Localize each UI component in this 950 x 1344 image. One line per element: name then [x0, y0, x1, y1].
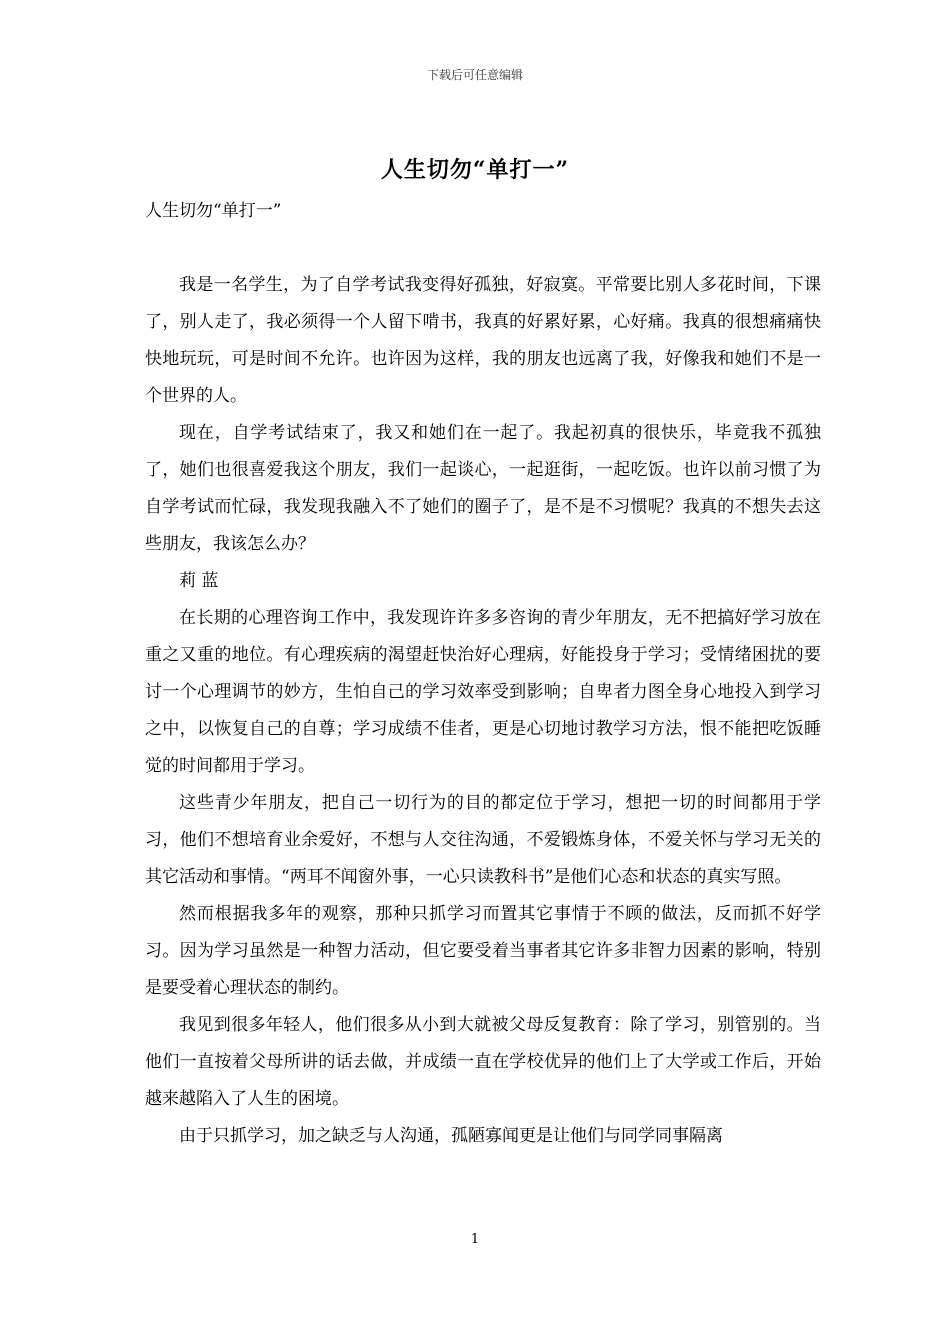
paragraph-7: 由于只抓学习，加之缺乏与人沟通，孤陋寡闻更是让他们与同学同事隔离	[179, 1126, 723, 1146]
paragraph-1: 我是一名学生，为了自学考试我变得好孤独，好寂寞。平常要比别人多花时间，下课了，别人走了，我必须得一个人留下啃书，我真的好累好累，心好痛。我真的很想痛痛快快地玩玩，可是时间不允许。也许因为这样，我的朋友也远离了我，好像我和她们不是一个世界的人。	[145, 275, 821, 406]
blank-line	[145, 230, 821, 267]
document-body	[145, 193, 821, 1155]
header-note: 下载后可任意编辑	[426, 68, 523, 82]
paragraph-3: 在长期的心理咨询工作中，我发现许许多多咨询的青少年朋友，无不把搞好学习放在重之又重的地位。有心理疾病的渴望赶快治好心理病，好能投身于学习；受情绪困扰的要讨一个心理调节的妙方，生怕自己的学习效率受到影响；自卑者力图全身心地投入到学习之中，以恢复自己的自尊；学习成绩不佳者，更是心切地讨教学习方法，恨不能把吃饭睡觉的时间都用于学习。	[145, 608, 821, 776]
paragraph-6: 我见到很多年轻人，他们很多从小到大就被父母反复教育：除了学习，别管别的。当他们一直按着父母所讲的话去做，并成绩一直在学校优异的他们上了大学或工作后，开始越来越陷入了人生的困境。	[145, 1015, 821, 1109]
page-number: 1	[470, 1232, 480, 1247]
paragraph-2: 现在，自学考试结束了，我又和她们在一起了。我起初真的很快乐，毕竟我不孤独了，她们也很喜爱我这个朋友，我们一起谈心，一起逛街，一起吃饭。也许以前习惯了为自学考试而忙碌，我发现我融入不了她们的圈子了，是不是不习惯呢？我真的不想失去这些朋友，我该怎么办？	[145, 423, 821, 554]
paragraph-5: 然而根据我多年的观察，那种只抓学习而置其它事情于不顾的做法，反而抓不好学习。因为学习虽然是一种智力活动，但它要受着当事者其它许多非智力因素的影响，特别是要受着心理状态的制约。	[145, 904, 821, 998]
author-name: 莉 蓝	[179, 571, 219, 591]
document-subtitle: 人生切勿“单打一”	[145, 201, 282, 221]
document-title: 人生切勿“单打一”	[380, 157, 570, 183]
paragraph-4: 这些青少年朋友，把自己一切行为的目的都定位于学习，想把一切的时间都用于学习，他们不想培育业余爱好，不想与人交往沟通，不爱锻炼身体，不爱关怀与学习无关的其它活动和事情。“两耳不闻窗外事，一心只读教科书”是他们心态和状态的真实写照。	[145, 793, 821, 887]
